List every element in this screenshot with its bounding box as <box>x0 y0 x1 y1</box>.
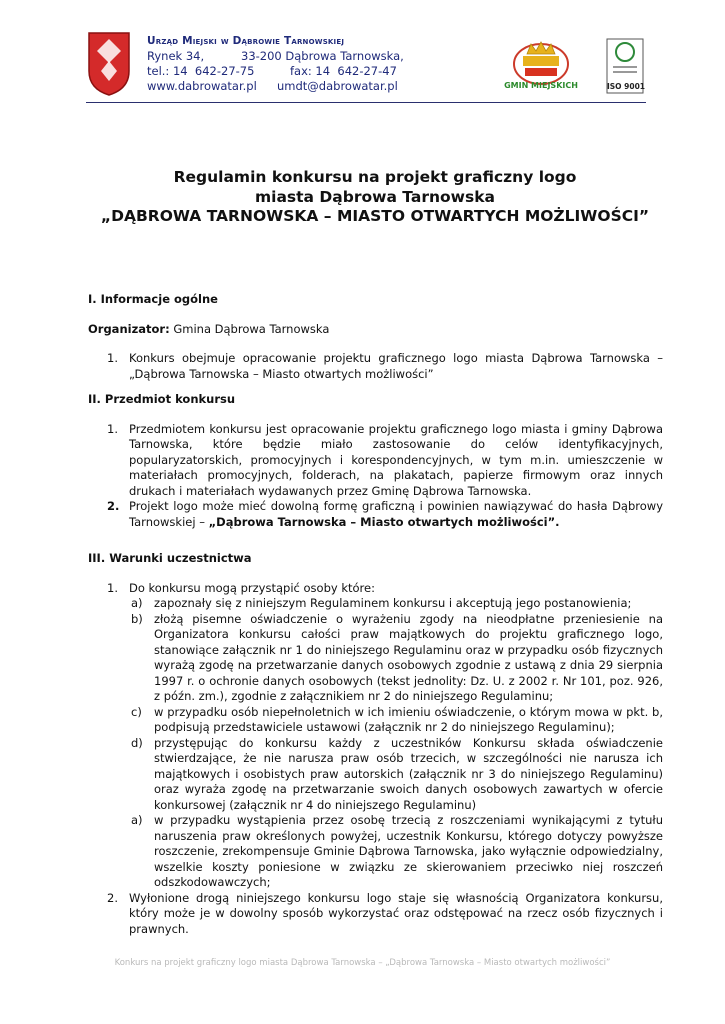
phone: tel.: 14 642-27-75 <box>147 64 255 78</box>
sub-list-item <box>88 612 663 705</box>
fax: fax: 14 642-27-47 <box>290 64 397 78</box>
list-number: 1. <box>107 351 118 365</box>
office-address-block <box>147 34 404 94</box>
organizer-line <box>88 322 663 338</box>
list-number: 2. <box>107 890 118 905</box>
title-line-2: miasta Dąbrowa Tarnowska <box>255 187 495 206</box>
sub-list-item <box>88 705 663 736</box>
list-item <box>88 581 663 597</box>
sub-list-letter: a) <box>131 596 143 610</box>
title-line-1: Regulamin konkursu na projekt graficzny logo <box>173 168 577 186</box>
sub-list-text: w przypadku osób niepełnoletnich w ich imieniu oświadczenie, o którym mowa w pkt. b, podpisują przedstawiciele ustawowi (załącznik nr 2 do niniejszego Regulaminu); <box>154 704 663 734</box>
organizer-label: Organizator: <box>88 321 170 336</box>
sub-list-letter: a) <box>131 813 143 827</box>
sub-list-letter: d) <box>131 735 143 750</box>
sub-list-text: złożą pisemne oświadczenie o wyrażeniu zgody na nieodpłatne przeniesienie na Organizatora konkursu całości praw majątkowych do projektu graficznego logo, stanowiące załącznik nr 1 do niniejszego Regulaminu oraz w przypadku osób fizycznych wyrażą zgodę na przetwarzanie danych osobowych zgodnie z ustawą z dnia 29 sierpnia 1997 r. o ochronie danych osobowych (tekst jednolity: Dz. U. z 2002 r. Nr 101, poz. 926, z późn. zm.), zgodnie z załącznikiem nr 2 do niniejszego Regulaminu; <box>154 611 663 703</box>
list-text: Do konkursu mogą przystąpić osoby które: <box>129 580 375 595</box>
sub-list-letter: b) <box>131 611 143 626</box>
section-1-heading: I. Informacje ogólne <box>88 292 218 306</box>
organizer-value: Gmina Dąbrowa Tarnowska <box>169 321 330 336</box>
list-item <box>88 891 663 938</box>
postal-address: 33-200 Dąbrowa Tarnowska, <box>241 49 404 63</box>
list-item <box>88 422 663 500</box>
email-link[interactable]: umdt@dabrowatar.pl <box>277 79 398 93</box>
section-3-heading: III. Warunki uczestnictwa <box>88 551 252 565</box>
document-body <box>88 292 663 937</box>
list-number: 2. <box>107 499 120 513</box>
list-text-bold: „Dąbrowa Tarnowska – Miasto otwartych możliwości”. <box>208 514 560 529</box>
list-text: Wyłonione drogą niniejszego konkursu logo staje się własnością Organizatora konkursu, który może je w dowolny sposób wykorzystać oraz odstępować na rzecz osób fizycznych i prawnych. <box>129 890 663 936</box>
sub-list-text: zapoznały się z niniejszym Regulaminem konkursu i akceptują jego postanowienia; <box>154 596 632 610</box>
sub-list-item <box>88 736 663 814</box>
laurel-caption: GMIN MIEJSKICH <box>504 81 578 90</box>
sub-list-item <box>88 813 663 891</box>
header-divider <box>86 102 646 103</box>
list-text: Projekt logo może mieć dowolną formę graficzną i powinien nawiązywać do hasła Dąbrowy Tarnowskiej – <box>129 499 663 529</box>
website-link[interactable]: www.dabrowatar.pl <box>147 79 257 93</box>
list-number: 1. <box>107 580 118 595</box>
iso-caption: ISO 9001 <box>606 82 646 91</box>
sub-list-text: przystępując do konkursu każdy z uczestników Konkursu składa oświadczenie stwierdzające, że nie narusza praw osób trzecich, w szczególności nie narusza ich majątkowych i osobistych praw autorskich (załącznik nr 3 do niniejszego Regulaminu) oraz wyraża zgodę na przetwarzanie swoich danych osobowych zawartych w ofercie konkursowej (załącznik nr 4 do niniejszego Regulaminu) <box>154 735 663 812</box>
list-item <box>88 499 663 530</box>
page-footer: Konkurs na projekt graficzny logo miasta Dąbrowa Tarnowska – „Dąbrowa Tarnowska – Miasto otwartych możliwości” <box>114 958 611 968</box>
list-item <box>88 351 663 382</box>
list-text: Konkurs obejmuje opracowanie projektu graficznego logo miasta Dąbrowa Tarnowska – „Dąbrowa Tarnowska – Miasto otwartych możliwości” <box>129 351 663 381</box>
title-line-3: „DĄBROWA TARNOWSKA – MIASTO OTWARTYCH MOŻLIWOŚCI” <box>100 207 650 225</box>
street: Rynek 34, <box>147 49 205 63</box>
document-title <box>60 168 690 227</box>
list-text: Przedmiotem konkursu jest opracowanie projektu graficznego logo miasta i gminy Dąbrowa Tarnowska, które będzie miało zastosowanie do celów identyfikacyjnych, popularyzatorskich, promocyjnych i korespondencyjnych, w tym m.in. umieszczenie w materiałach promocyjnych, folderach, na plakatach, papierze firmowym oraz innych drukach i materiałach wydawanych przez Gminę Dąbrowa Tarnowska. <box>129 421 663 498</box>
section-2-heading: II. Przedmiot konkursu <box>88 392 236 406</box>
coat-of-arms-logo <box>87 31 131 97</box>
sub-list-letter: c) <box>131 704 142 719</box>
office-name: Urząd Miejski w Dąbrowie Tarnowskiej <box>147 35 345 47</box>
list-number: 1. <box>107 421 118 436</box>
sub-list-text: w przypadku wystąpienia przez osobę trzecią z roszczeniami wynikającymi z tytułu naruszenia praw określonych powyżej, uczestnik Konkursu, którego dotyczy powyższe roszczenie, zrekompensuje Gminie Dąbrowa Tarnowska, jako wyłącznie odpowiedzialny, wszelkie koszty poniesione w związku ze skierowaniem przeciwko niej roszczeń odszkodowawczych; <box>154 813 663 889</box>
sub-list-item <box>88 596 663 612</box>
